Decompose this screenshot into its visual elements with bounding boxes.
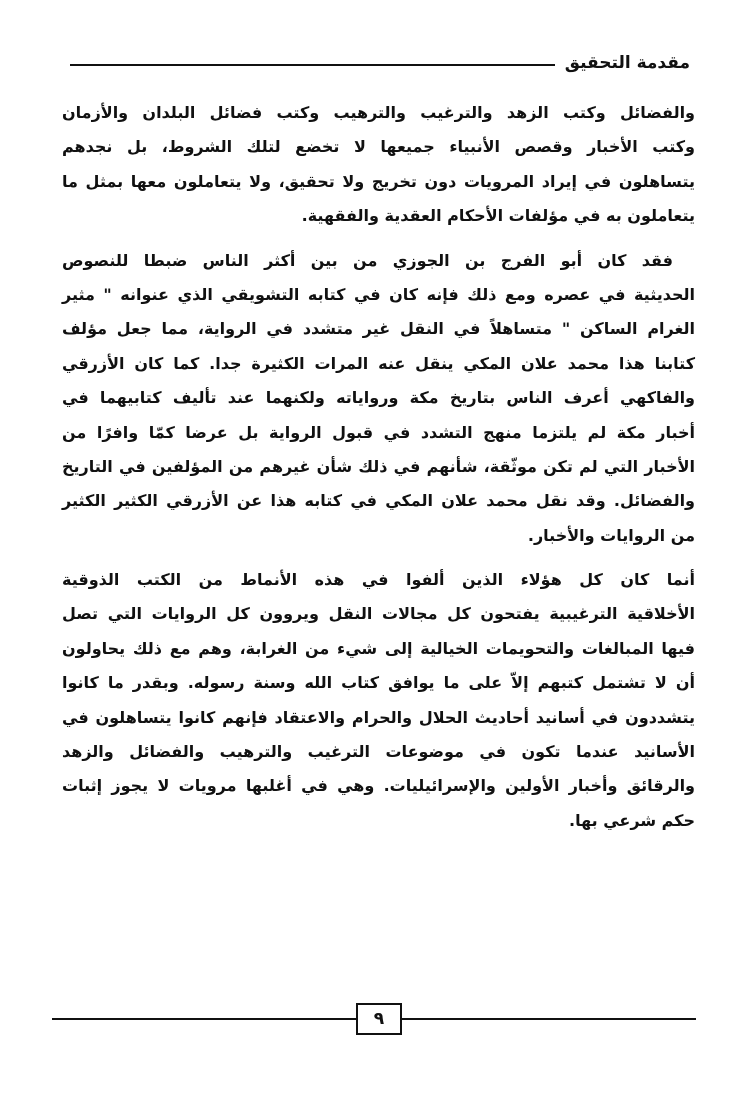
footer-rule-left — [52, 1018, 356, 1020]
text-line: وكتب الأخبار وقصص الأنبياء جميعها لا تخضع لتلك الشروط، بل نجدهم — [62, 137, 695, 157]
text-line: كتابنا هذا محمد علان المكي ينقل عنه المرات الكثيرة جدا. كما كان الأزرقي — [62, 353, 695, 373]
text-line: يتعاملون به في مؤلفات الأحكام العقدية والفقهية. — [301, 206, 695, 226]
text-line: الحديثية في عصره ومع ذلك فإنه كان في كتابه التشويقي الذي عنوانه " مثير — [62, 284, 695, 304]
paragraph-1 — [62, 96, 695, 234]
text-line: أخبار مكة لم يلتزما منهج التشدد في قبول الرواية بل عرضا كمّا وافرًا من — [62, 422, 695, 442]
header-title: مقدمة التحقيق — [564, 53, 690, 73]
text-line: الأخلاقية الترغيبية يفتحون كل مجالات النقل ويروون كل الروايات التي تصل — [62, 604, 695, 624]
text-line: أنما كان كل هؤلاء الذين ألفوا في هذه الأنماط من الكتب الذوقية — [62, 570, 695, 590]
text-line: يتساهلون في إيراد المرويات دون تخريج ولا تحقيق، ولا يتعاملون معها بمثل ما — [62, 171, 695, 191]
text-line: يتشددون في أسانيد أحاديث الحلال والحرام والاعتقاد فإنهم كانوا يتساهلون في — [62, 707, 695, 727]
text-line: والرقائق وأخبار الأولين والإسرائيليات. وهي في أغلبها مرويات لا يجوز إثبات — [62, 776, 695, 796]
paragraph-2 — [62, 244, 695, 554]
text-line: الأسانيد عندما تكون في موضوعات الترغيب والترهيب والفضائل والزهد — [62, 742, 695, 762]
text-line: الغرام الساكن " متساهلاً في النقل غير متشدد في الرواية، مما جعل مؤلف — [62, 319, 695, 339]
header-rule — [70, 64, 555, 66]
page-body — [62, 96, 695, 838]
paragraph-3 — [62, 563, 695, 838]
text-line: أن لا تشتمل كتبهم إلاّ على ما يوافق كتاب الله وسنة رسوله. وبقدر ما كانوا — [62, 673, 695, 693]
text-line: حكم شرعي بها. — [569, 810, 695, 830]
footer-rule-right — [402, 1018, 696, 1020]
text-line: فيها المبالغات والتحويمات الخيالية إلى شيء من الغرابة، وهم مع ذلك يحاولون — [62, 638, 695, 658]
text-line: فقد كان أبو الفرج بن الجوزي من بين أكثر الناس ضبطا للنصوص — [62, 250, 673, 270]
running-header — [70, 48, 690, 78]
text-line: والفضائل. وقد نقل محمد علان المكي في كتابه هذا عن الأزرقي الكثير الكثير — [62, 491, 695, 511]
text-line: الأخبار التي لم تكن موثّقة، شأنهم في ذلك شأن غيرهم من المؤلفين في التاريخ — [62, 456, 695, 476]
text-line: من الروايات والأخبار. — [527, 525, 695, 545]
text-line: والفاكهي أعرف الناس بتاريخ مكة ورواياته ولكنهما عند تأليف كتابيهما في — [62, 388, 695, 408]
page-number: ٩ — [356, 1003, 402, 1035]
text-line: والفضائل وكتب الزهد والترغيب والترهيب وكتب فضائل البلدان والأزمان — [62, 103, 695, 122]
